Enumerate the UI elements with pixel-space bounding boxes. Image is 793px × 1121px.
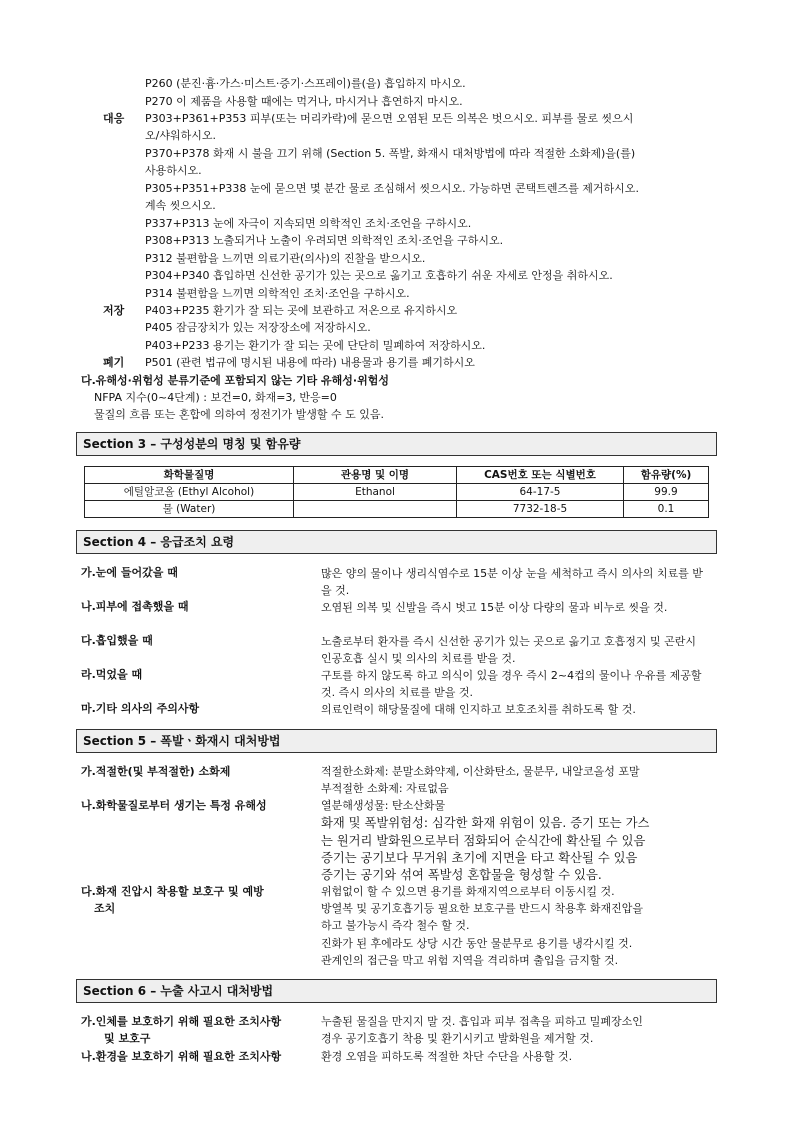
table-cell: 7732-18-5 (457, 501, 624, 518)
composition-table (84, 466, 709, 518)
hazard-line: 증기는 공기보다 무거워 초기에 지면을 타고 확산될 수 있음 (321, 851, 638, 865)
precaution-p260: P260 (분진·흄·가스·미스트·증기·스프레이)를(을) 흡입하지 마시오. (145, 77, 466, 90)
ingestion-label: 라.먹었을 때 (81, 668, 143, 681)
column-header: 함유량(%) (624, 467, 709, 484)
column-header: 화학물질명 (85, 467, 294, 484)
storage-line: P405 잠금장치가 있는 저장장소에 저장하시오. (145, 321, 371, 334)
personal-precautions-line: 누출된 물질을 만지지 말 것. 흡입과 피부 접촉을 피하고 밀폐장소인 (321, 1015, 643, 1028)
hazard-line: 증기는 공기와 섞여 폭발성 혼합물을 형성할 수 있음. (321, 868, 602, 882)
table-cell: 물 (Water) (85, 501, 294, 518)
response-line: P370+P378 화재 시 불을 끄기 위해 (Section 5. 폭발, 화재시 대처방법에 따라 적절한 소화제)을(를) (145, 147, 636, 160)
response-line: P314 불편함을 느끼면 의학적인 조치·조언을 구하시오. (145, 287, 410, 300)
eye-contact-label: 가.눈에 들어갔을 때 (81, 566, 178, 579)
firefighting-line: 방열복 및 공기호흡기등 필요한 보호구를 반드시 착용후 화재진압을 (321, 902, 644, 915)
firefighter-ppe-label: 다.화재 진압시 착용할 보호구 및 예방 (81, 885, 264, 898)
extinguishing-line: 적절한소화제: 분말소화약제, 이산화탄소, 물분무, 내알코올성 포말 (321, 765, 640, 778)
response-line: 사용하시오. (145, 164, 202, 177)
section-5-header: Section 5 – 폭발ㆍ화재시 대처방법 (76, 729, 717, 753)
storage-label: 저장 (103, 304, 125, 317)
nfpa-rating: NFPA 지수(0~4단계) : 보건=0, 화재=3, 반응=0 (94, 391, 337, 404)
physician-notes-label: 마.기타 의사의 주의사항 (81, 702, 200, 715)
firefighting-line: 관계인의 접근을 막고 위험 지역을 격리하며 출입을 금지할 것. (321, 954, 619, 967)
table-row (85, 501, 709, 518)
response-line: P303+P361+P353 피부(또는 머리카락)에 묻으면 오염된 모든 의복은 벗으시오. 피부를 물로 씻으시 (145, 112, 634, 125)
table-cell: 에틸알코올 (Ethyl Alcohol) (85, 484, 294, 501)
response-line: P337+P313 눈에 자극이 지속되면 의학적인 조치·조언을 구하시오. (145, 217, 472, 230)
table-header-row (85, 467, 709, 484)
inhalation-text: 노출로부터 환자를 즉시 신선한 공기가 있는 곳으로 옮기고 호흡정지 및 곤란시 인공호흡 실시 및 의사의 치료를 받을 것. (321, 635, 696, 665)
storage-line: P403+P233 용기는 환기가 잘 되는 곳에 단단히 밀폐하여 저장하시오. (145, 339, 486, 352)
response-line: 오/샤워하시오. (145, 129, 216, 142)
column-header: 관용명 및 이명 (294, 467, 457, 484)
section-6-header: Section 6 – 누출 사고시 대처방법 (76, 979, 717, 1003)
personal-precautions-line: 경우 공기호흡기 착용 및 환기시키고 발화원을 제거할 것. (321, 1032, 594, 1045)
environmental-precautions-line: 환경 오염을 피하도록 적절한 차단 수단을 사용할 것. (321, 1050, 573, 1063)
section-3-header: Section 3 – 구성성분의 명칭 및 함유량 (76, 432, 717, 456)
firefighter-ppe-label: 조치 (94, 902, 116, 915)
table-cell: 0.1 (624, 501, 709, 518)
table-row (85, 484, 709, 501)
physician-notes-text: 의료인력이 해당물질에 대해 인지하고 보호조치를 취하도록 할 것. (321, 703, 636, 716)
precaution-p270: P270 이 제품을 사용할 때에는 먹거나, 마시거나 흡연하지 마시오. (145, 95, 463, 108)
hazard-line: 화재 및 폭발위험성: 심각한 화재 위험이 있음. 증기 또는 가스 (321, 816, 650, 830)
response-line: P308+P313 노출되거나 노출이 우려되면 의학적인 조치·조언을 구하시오. (145, 234, 504, 247)
section-4-header: Section 4 – 응급조치 요령 (76, 530, 717, 554)
response-line: P305+P351+P338 눈에 묻으면 몇 분간 물로 조심해서 씻으시오. 가능하면 콘택트렌즈를 제거하시오. (145, 182, 639, 195)
extinguishing-line: 부적절한 소화제: 자료없음 (321, 782, 449, 795)
disposal-label: 폐기 (103, 356, 125, 369)
table-cell: Ethanol (294, 484, 457, 501)
response-label: 대응 (103, 112, 125, 125)
disposal-line: P501 (관련 법규에 명시된 내용에 따라) 내용물과 용기를 폐기하시오 (145, 356, 475, 369)
personal-precautions-label: 및 보호구 (104, 1032, 151, 1045)
storage-line: P403+P235 환기가 잘 되는 곳에 보관하고 저온으로 유지하시오 (145, 304, 458, 317)
table-cell: 64-17-5 (457, 484, 624, 501)
specific-hazards-label: 나.화학물질로부터 생기는 특정 유해성 (81, 799, 267, 812)
response-line: P304+P340 흡입하면 신선한 공기가 있는 곳으로 옮기고 호흡하기 쉬운 자세로 안정을 취하시오. (145, 269, 613, 282)
response-line: 계속 씻으시오. (145, 199, 216, 212)
environmental-precautions-label: 나.환경을 보호하기 위해 필요한 조치사항 (81, 1050, 282, 1063)
firefighting-line: 진화가 된 후에라도 상당 시간 동안 물분무로 용기를 냉각시킬 것. (321, 937, 633, 950)
personal-precautions-label: 가.인체를 보호하기 위해 필요한 조치사항 (81, 1015, 282, 1028)
skin-contact-label: 나.피부에 접촉했을 때 (81, 600, 189, 613)
inhalation-label: 다.흡입했을 때 (81, 634, 153, 647)
hazard-line: 는 원거리 발화원으로부터 점화되어 순식간에 확산될 수 있음 (321, 834, 646, 848)
extinguishing-label: 가.적절한(및 부적절한) 소화제 (81, 765, 231, 778)
firefighting-line: 위험없이 할 수 있으면 용기를 화재지역으로부터 이동시킬 것. (321, 885, 615, 898)
static-warning: 물질의 흐름 또는 혼합에 의하여 정전기가 발생할 수 도 있음. (94, 408, 384, 421)
table-cell: 99.9 (624, 484, 709, 501)
ingestion-text: 구토를 하지 않도록 하고 의식이 있을 경우 즉시 2~4컵의 물이나 우유를 제공할 것. 즉시 의사의 치료를 받을 것. (321, 669, 702, 699)
response-line: P312 불편함을 느끼면 의료기관(의사)의 진찰을 받으시오. (145, 252, 426, 265)
eye-contact-text: 많은 양의 물이나 생리식염수로 15분 이상 눈을 세척하고 즉시 의사의 치료를 받을 것. (321, 567, 703, 597)
hazard-line: 열분해생성물: 탄소산화물 (321, 799, 446, 812)
table-cell (294, 501, 457, 518)
firefighting-line: 하고 불가능시 즉각 철수 할 것. (321, 919, 470, 932)
column-header: CAS번호 또는 식별번호 (457, 467, 624, 484)
other-hazards-heading: 다.유해성·위험성 분류기준에 포함되지 않는 기타 유해성·위험성 (81, 374, 389, 387)
skin-contact-text: 오염된 의복 및 신발을 즉시 벗고 15분 이상 다량의 물과 비누로 씻을 것. (321, 601, 668, 614)
